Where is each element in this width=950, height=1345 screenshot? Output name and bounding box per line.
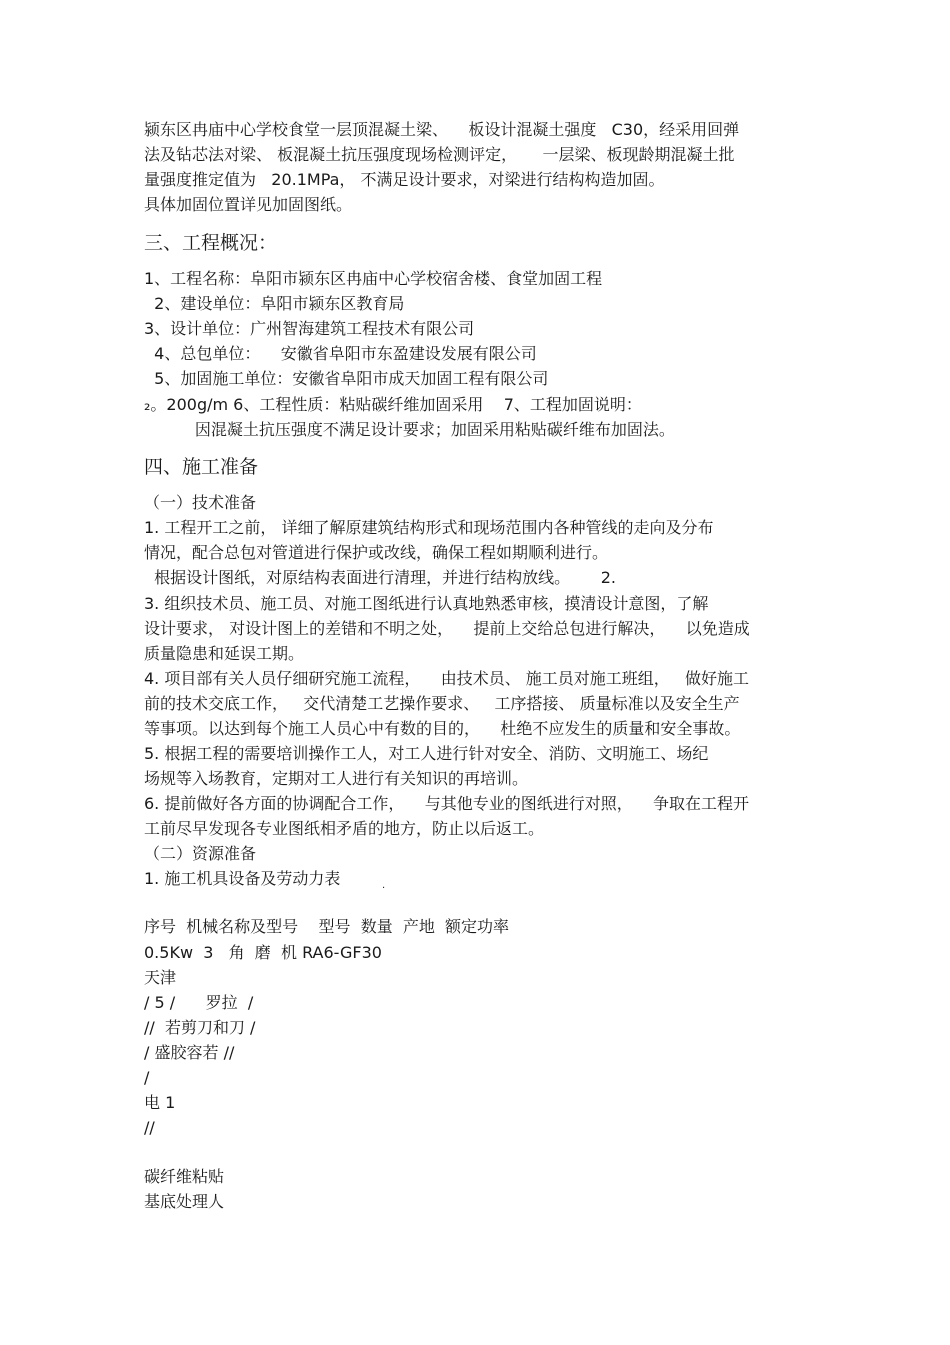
table-line: / 盛胶容若 // <box>144 1043 235 1062</box>
table-line: 电 1 <box>144 1093 176 1112</box>
intro-line: 量强度推定值为 20.1MPa， 不满足设计要求，对梁进行结构构造加固。 <box>144 170 665 189</box>
overview-item: 3、设计单位：广州智海建筑工程技术有限公司 <box>144 319 475 338</box>
tech-line: 等事项。以达到每个施工人员心中有数的目的， 杜绝不应发生的质量和安全事故。 <box>144 719 741 738</box>
overview-item: 因混凝土抗压强度不满足设计要求；加固采用粘贴碳纤维布加固法。 <box>144 420 675 439</box>
tech-line: 6. 提前做好各方面的协调配合工作， 与其他专业的图纸进行对照， 争取在工程开 <box>144 794 750 813</box>
table-line: // 若剪刀和刀 / <box>144 1018 256 1037</box>
table-tail-line: 碳纤维粘贴 <box>144 1167 225 1186</box>
table-header-line: 序号 机械名称及型号 型号 数量 产地 额定功率 <box>144 917 510 936</box>
tech-line: 1. 工程开工之前， 详细了解原建筑结构形式和现场范围内各种管线的走向及分布 <box>144 518 714 537</box>
tech-line: 根据设计图纸，对原结构表面进行清理，并进行结构放线。 2. <box>144 568 616 587</box>
tech-line: 设计要求， 对设计图上的差错和不明之处， 提前上交给总包进行解决， 以免造成 <box>144 619 750 638</box>
tech-line: 前的技术交底工作， 交代清楚工艺操作要求、 工序搭接、 质量标准以及安全生产 <box>144 694 740 713</box>
overview-item: 5、加固施工单位：安徽省阜阳市成天加固工程有限公司 <box>144 369 549 388</box>
tech-line: 情况，配合总包对管道进行保护或改线，确保工程如期顺利进行。 <box>144 543 609 562</box>
table-line: 天津 <box>144 968 177 987</box>
overview-item: 4、总包单位： 安徽省阜阳市东盈建设发展有限公司 <box>144 344 537 363</box>
resource-item: 1. 施工机具设备及劳动力表 <box>144 869 341 888</box>
table-tail-line: 基底处理人 <box>144 1192 225 1211</box>
table-line: 0.5Kw 3 角 磨 机 RA6-GF30 <box>144 943 382 962</box>
overview-item: ₂。200g/m 6、工程性质：粘贴碳纤维加固采用 7、工程加固说明： <box>144 395 642 414</box>
tech-line: 4. 项目部有关人员仔细研究施工流程， 由技术员、 施工员对施工班组， 做好施工 <box>144 669 750 688</box>
table-line: // <box>144 1118 155 1137</box>
section-heading: 三、工程概况： <box>144 232 278 254</box>
tech-line: 5. 根据工程的需要培训操作工人，对工人进行针对安全、消防、文明施工、场纪 <box>144 744 709 763</box>
tech-line: 场规等入场教育，定期对工人进行有关知识的再培训。 <box>144 769 529 788</box>
overview-item: 2、建设单位：阜阳市颍东区教育局 <box>144 294 405 313</box>
table-line: / <box>144 1068 150 1087</box>
intro-line: 颍东区冉庙中心学校食堂一层顶混凝土梁、 板设计混凝土强度 C30，经采用回弹 <box>144 120 740 139</box>
subsection-title: （二）资源准备 <box>144 844 257 863</box>
table-line: / 5 / 罗拉 / <box>144 993 254 1012</box>
section-heading: 四、施工准备 <box>144 456 259 478</box>
overview-item: 1、工程名称：阜阳市颍东区冉庙中心学校宿舍楼、食堂加固工程 <box>144 269 603 288</box>
tech-line: 3. 组织技术员、施工员、对施工图纸进行认真地熟悉审核，摸清设计意图，了解 <box>144 594 709 613</box>
tech-line: 工前尽早发现各专业图纸相矛盾的地方，防止以后返工。 <box>144 819 545 838</box>
intro-line: 法及钻芯法对梁、 板混凝土抗压强度现场检测评定， 一层梁、板现龄期混凝土批 <box>144 145 735 164</box>
subsection-title: （一）技术准备 <box>144 493 257 512</box>
stray-dot: . <box>382 880 386 891</box>
tech-line: 质量隐患和延误工期。 <box>144 644 305 663</box>
intro-line: 具体加固位置详见加固图纸。 <box>144 195 353 214</box>
